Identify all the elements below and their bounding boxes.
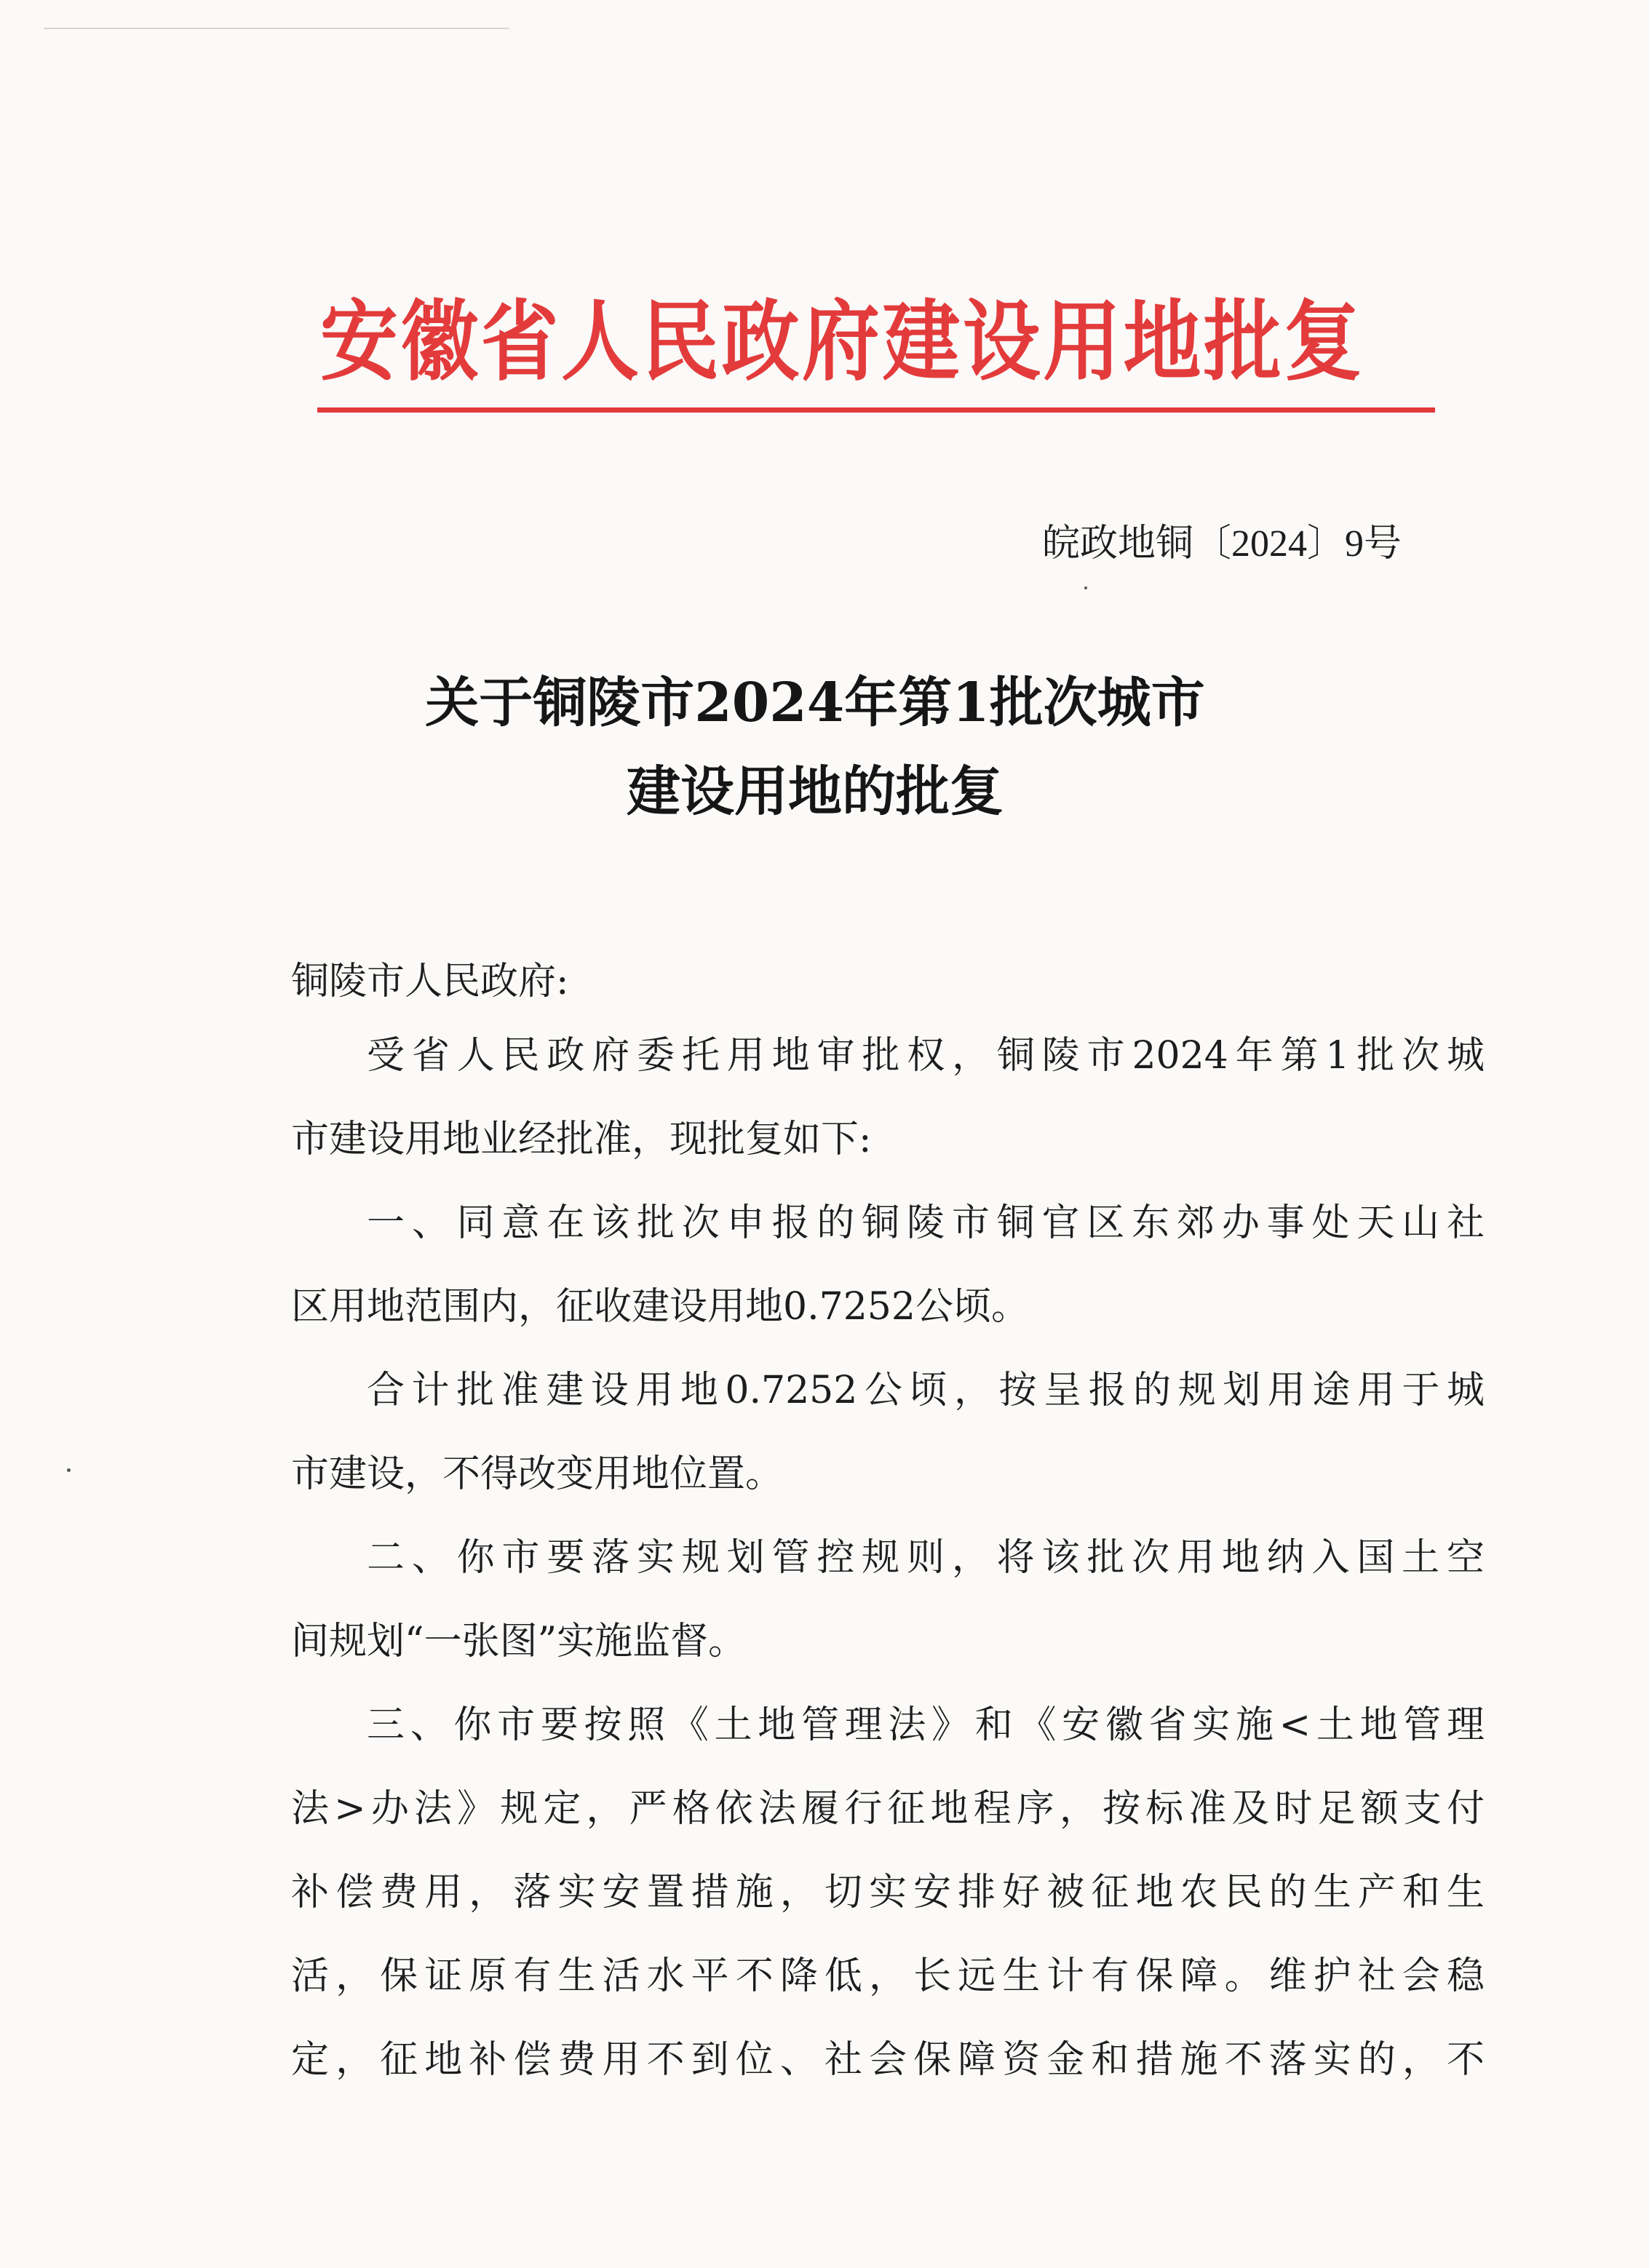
paragraph-line: 区用地范围内，征收建设用地0.7252公顷。	[291, 1285, 1029, 1329]
addressee: 铜陵市人民政府:	[291, 960, 569, 1003]
paragraph-line: 市建设，不得改变用地位置。	[291, 1452, 784, 1496]
scan-speck	[1084, 586, 1087, 589]
paragraph-line: 一、同意在该批次申报的铜陵市铜官区东郊办事处天山社	[367, 1201, 1485, 1245]
document-number: 皖政地铜〔2024〕9号	[1042, 523, 1402, 565]
document-body	[291, 1014, 1485, 2102]
paragraph-item-1	[291, 1182, 1485, 1349]
paragraph-total	[291, 1349, 1485, 1516]
paragraph-line: 受省人民政府委托用地审批权，铜陵市2024年第1批次城	[367, 1034, 1485, 1078]
document-title	[306, 658, 1324, 836]
paragraph-line: 间规划“一张图”实施监督。	[291, 1620, 747, 1663]
scan-edge-mark	[44, 28, 509, 29]
header-red-rule	[317, 407, 1435, 413]
paragraph-line: 定，征地补偿费用不到位、社会保障资金和措施不落实的，不	[291, 2038, 1485, 2082]
header-title: 安徽省人民政府建设用地批复	[320, 290, 1364, 393]
paragraph-item-3	[291, 1684, 1485, 2102]
scan-speck	[67, 1468, 71, 1472]
paragraph-intro	[291, 1014, 1485, 1182]
paragraph-line: 补偿费用，落实安置措施，切实安排好被征地农民的生产和生	[291, 1871, 1485, 1914]
paragraph-item-2	[291, 1516, 1485, 1684]
paragraph-line: 二、你市要落实规划管控规则，将该批次用地纳入国土空	[367, 1536, 1485, 1580]
paragraph-line: 活，保证原有生活水平不降低，长远生计有保障。维护社会稳	[291, 1954, 1485, 1998]
document-title-line-2: 建设用地的批复	[627, 760, 1004, 823]
paragraph-line: 法>办法》规定，严格依法履行征地程序，按标准及时足额支付	[291, 1787, 1485, 1831]
paragraph-line: 合计批准建设用地0.7252公顷，按呈报的规划用途用于城	[367, 1369, 1485, 1412]
paragraph-line: 市建设用地业经批准，现批复如下:	[291, 1118, 872, 1161]
document-title-line-1: 关于铜陵市2024年第1批次城市	[425, 672, 1205, 734]
paragraph-line: 三、你市要按照《土地管理法》和《安徽省实施<土地管理	[367, 1703, 1485, 1747]
